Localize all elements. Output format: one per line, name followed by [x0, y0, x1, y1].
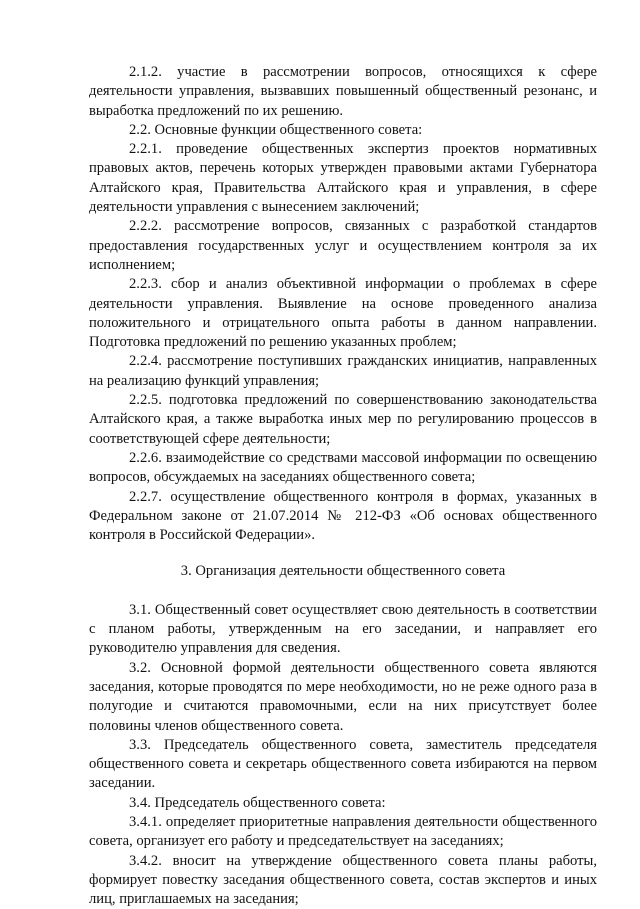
clause-2-2-3: 2.2.3. сбор и анализ объективной информации о проблемах в сфере деятельности управления. Выявление на основе проведенного анализа положительного и отрицательного опыта работы в данном направлении. Подготовка предложений по решению указанных проблем;: [89, 276, 597, 351]
clause-2-2-4: 2.2.4. рассмотрение поступивших гражданских инициатив, направленных на реализацию функций управления;: [89, 353, 597, 389]
document-page: [89, 63, 597, 909]
clause-2-2: 2.2. Основные функции общественного совета:: [129, 121, 423, 138]
clause-2-2-7: 2.2.7. осуществление общественного контроля в формах, указанных в Федеральном законе от 21.07.2014 № 212-ФЗ «Об основах общественного контроля в Российской Федерации».: [89, 488, 597, 544]
clause-3-4: 3.4. Председатель общественного совета:: [129, 794, 386, 811]
clause-3-3: 3.3. Председатель общественного совета, заместитель председателя общественного совета и секретарь общественного совета избираются на первом заседании.: [89, 736, 597, 792]
clause-2-1-2: 2.1.2. участие в рассмотрении вопросов, относящихся к сфере деятельности управления, вызвавших повышенный общественный резонанс, и выработка предложений по их решению.: [89, 64, 597, 119]
clause-2-2-6: 2.2.6. взаимодействие со средствами массовой информации по освещению вопросов, обсуждаемых на заседаниях общественного совета;: [89, 449, 597, 486]
clause-2-2-1: 2.2.1. проведение общественных экспертиз проектов нормативных правовых актов, перечень которых утвержден правовыми актами Губернатора Алтайского края, Правительства Алтайского края и управления, в сфере деятельности управления с вынесением заключений;: [89, 141, 597, 216]
section-3-heading: 3. Организация деятельности общественного совета: [180, 563, 506, 580]
clause-2-2-2: 2.2.2. рассмотрение вопросов, связанных с разработкой стандартов предоставления государственных услуг и осуществлением контроля за их исполнением;: [89, 218, 597, 273]
clause-3-2: 3.2. Основной формой деятельности общественного совета являются заседания, которые проводятся по мере необходимости, но не реже одного раза в полугодие и считаются правомочными, если на них присутствует более половины членов общественного совета.: [89, 659, 597, 734]
clause-3-4-2: 3.4.2. вносит на утверждение общественного совета планы работы, формирует повестку заседания общественного совета, состав экспертов и иных лиц, приглашаемых на заседания;: [89, 852, 597, 908]
clause-2-2-5: 2.2.5. подготовка предложений по совершенствованию законодательства Алтайского края, а также выработка иных мер по регулированию процессов в соответствующей сфере деятельности;: [89, 392, 597, 447]
clause-3-4-1: 3.4.1. определяет приоритетные направления деятельности общественного совета, организует его работу и председательствует на заседаниях;: [89, 813, 597, 850]
clause-3-1: 3.1. Общественный совет осуществляет свою деятельность в соответствии с планом работы, утвержденным на его заседании, и направляет его руководителю управления для сведения.: [89, 601, 597, 657]
